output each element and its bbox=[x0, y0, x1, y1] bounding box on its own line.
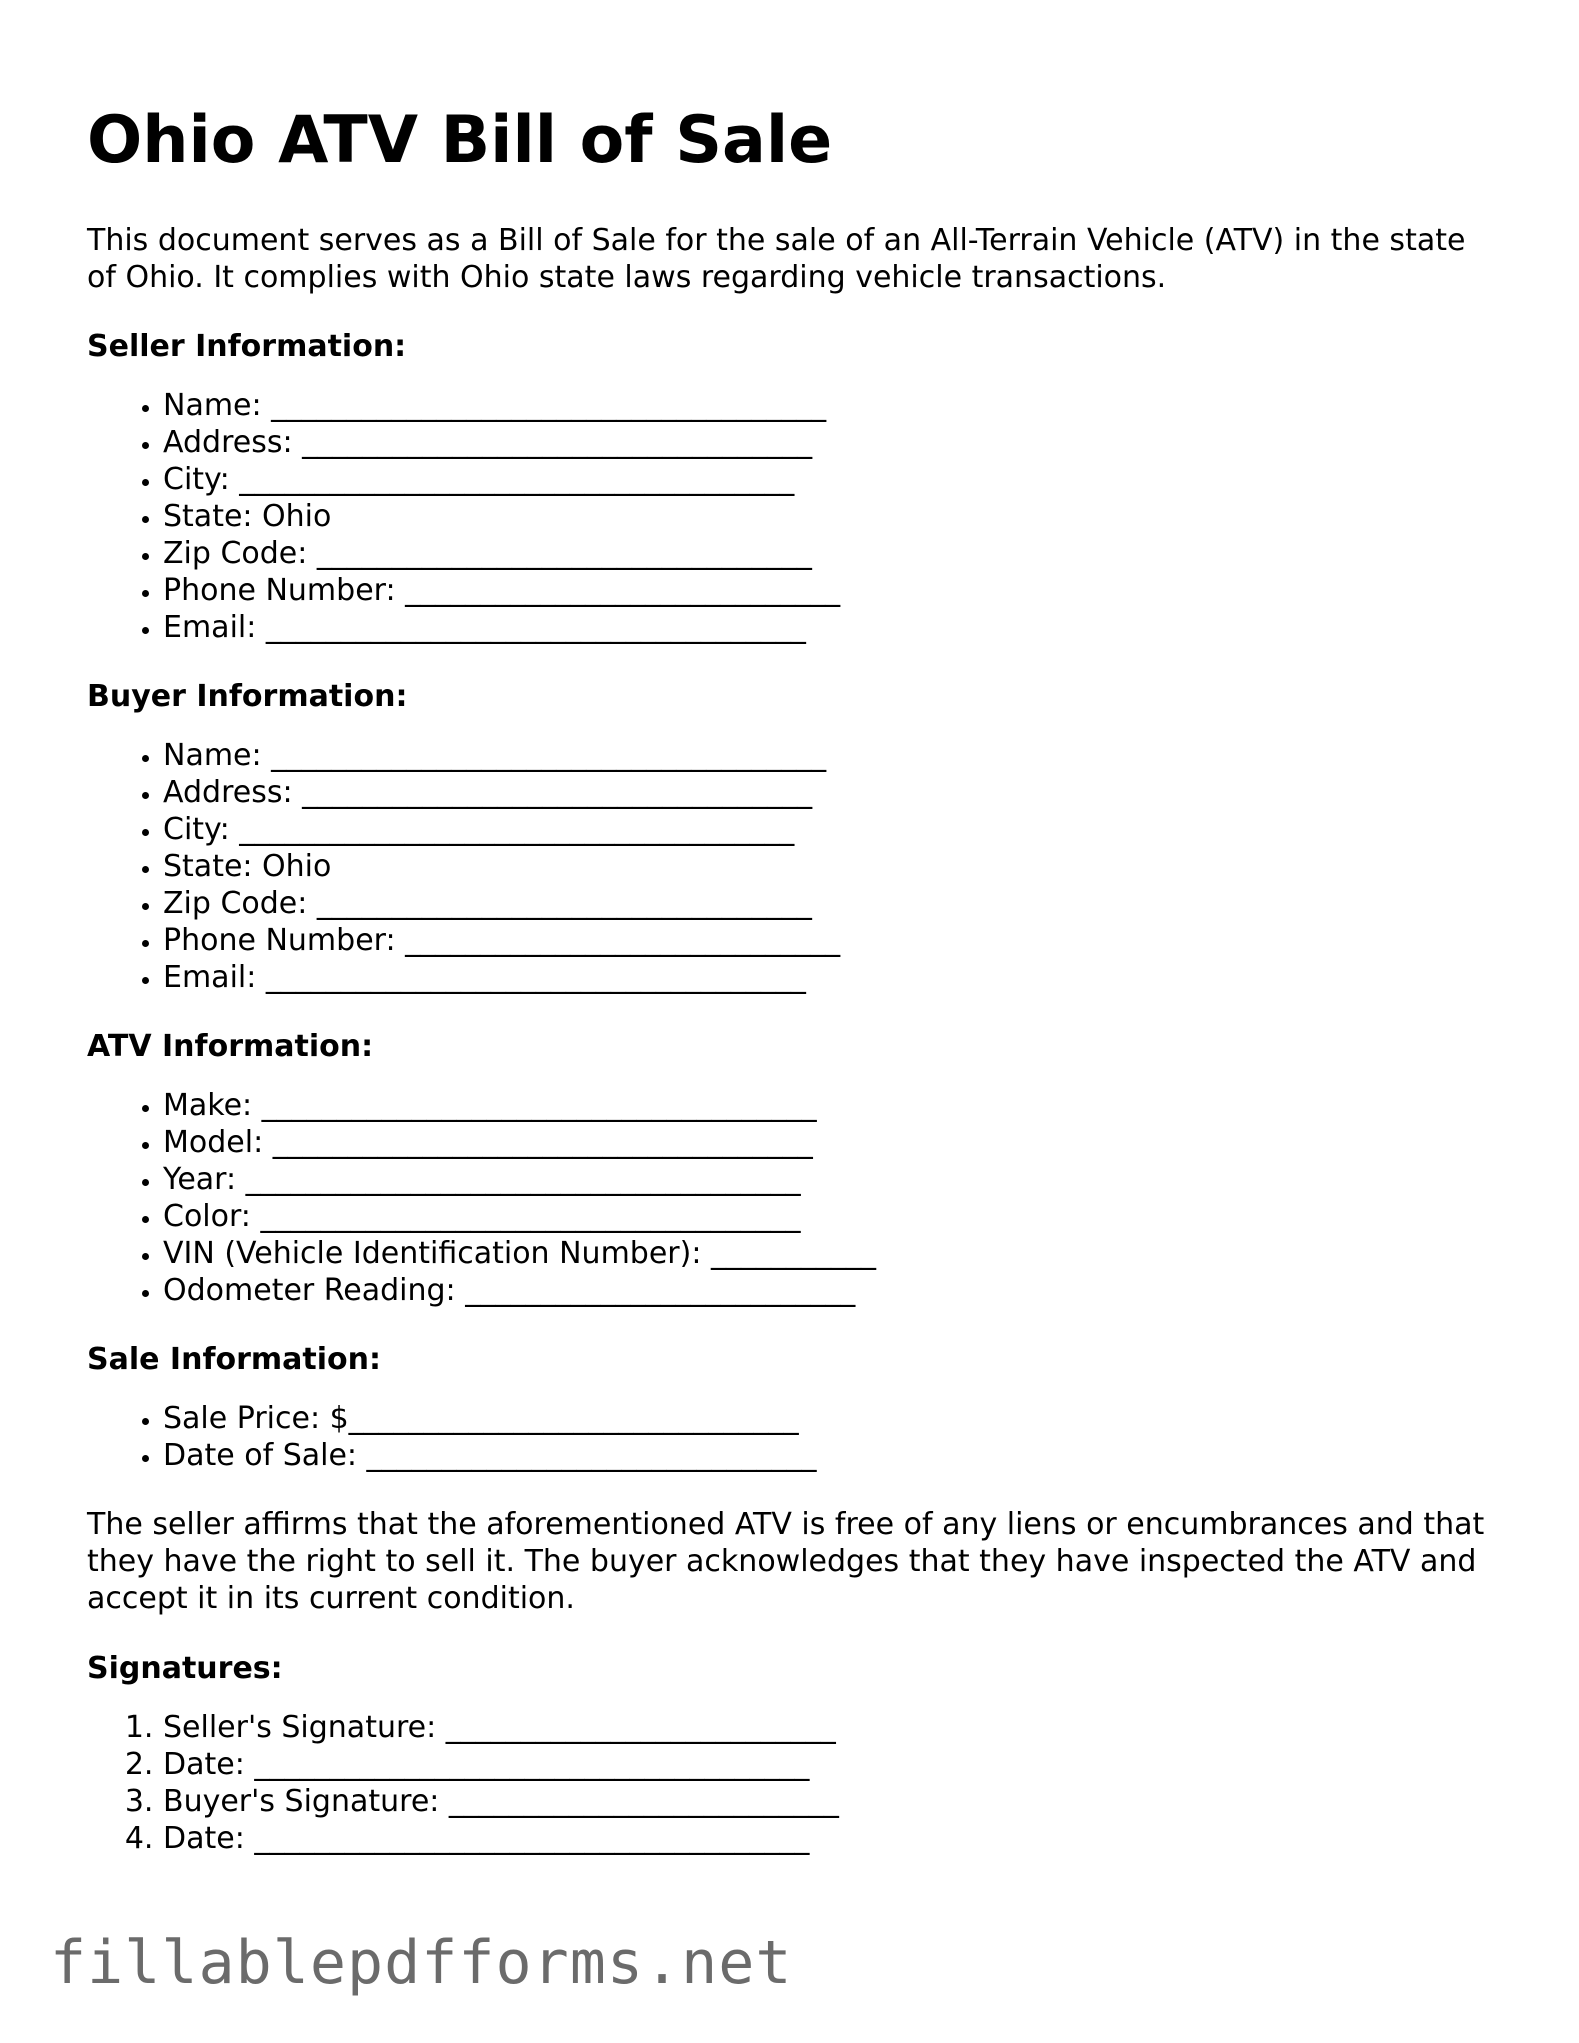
sale-heading: Sale Information: bbox=[87, 1341, 381, 1377]
buyer-city-field[interactable]: • City: _____________________________________ bbox=[163, 811, 1487, 848]
document-page bbox=[87, 105, 1487, 1889]
signatures-heading: Signatures: bbox=[87, 1650, 283, 1686]
seller-city-field[interactable]: • City: _____________________________________ bbox=[163, 461, 1487, 498]
watermark: fillablepdfforms.net bbox=[50, 1928, 793, 1998]
seller-signature-field[interactable]: 1. Seller's Signature: __________________________ bbox=[163, 1709, 1487, 1746]
atv-model-field[interactable]: • Model: ____________________________________ bbox=[163, 1124, 1487, 1161]
seller-date-field[interactable]: 2. Date: _____________________________________ bbox=[163, 1746, 1487, 1783]
seller-fields bbox=[87, 387, 1487, 646]
affirmation-paragraph: The seller affirms that the aforementioned ATV is free of any liens or encumbrances and that they have the right to sell it. The buyer acknowledges that they have inspected the ATV and accept it in its current condition. bbox=[87, 1506, 1485, 1616]
atv-fields bbox=[87, 1087, 1487, 1309]
seller-state-field: • State: Ohio bbox=[163, 498, 1487, 535]
buyer-phone-field[interactable]: • Phone Number: _____________________________ bbox=[163, 922, 1487, 959]
buyer-fields bbox=[87, 737, 1487, 996]
atv-color-field[interactable]: • Color: ____________________________________ bbox=[163, 1198, 1487, 1235]
signature-fields bbox=[87, 1709, 1487, 1857]
buyer-heading: Buyer Information: bbox=[87, 678, 408, 714]
seller-address-field[interactable]: • Address: __________________________________ bbox=[163, 424, 1487, 461]
page-title: Ohio ATV Bill of Sale bbox=[87, 103, 833, 178]
buyer-zip-field[interactable]: • Zip Code: _________________________________ bbox=[163, 885, 1487, 922]
sale-fields bbox=[87, 1400, 1487, 1474]
atv-make-field[interactable]: • Make: _____________________________________ bbox=[163, 1087, 1487, 1124]
buyer-signature-field[interactable]: 3. Buyer's Signature: __________________________ bbox=[163, 1783, 1487, 1820]
atv-vin-field[interactable]: • VIN (Vehicle Identification Number): ___________ bbox=[163, 1235, 1487, 1272]
buyer-email-field[interactable]: • Email: ____________________________________ bbox=[163, 959, 1487, 996]
buyer-address-field[interactable]: • Address: __________________________________ bbox=[163, 774, 1487, 811]
seller-zip-field[interactable]: • Zip Code: _________________________________ bbox=[163, 535, 1487, 572]
buyer-name-field[interactable]: • Name: _____________________________________ bbox=[163, 737, 1487, 774]
seller-heading: Seller Information: bbox=[87, 328, 407, 364]
sale-date-field[interactable]: • Date of Sale: ______________________________ bbox=[163, 1437, 1487, 1474]
buyer-state-field: • State: Ohio bbox=[163, 848, 1487, 885]
seller-name-field[interactable]: • Name: _____________________________________ bbox=[163, 387, 1487, 424]
buyer-date-field[interactable]: 4. Date: _____________________________________ bbox=[163, 1820, 1487, 1857]
intro-paragraph: This document serves as a Bill of Sale for the sale of an All-Terrain Vehicle (ATV) in the state of Ohio. It complies with Ohio state laws regarding vehicle transactions. bbox=[87, 222, 1466, 295]
atv-year-field[interactable]: • Year: _____________________________________ bbox=[163, 1161, 1487, 1198]
atv-heading: ATV Information: bbox=[87, 1028, 374, 1064]
seller-email-field[interactable]: • Email: ____________________________________ bbox=[163, 609, 1487, 646]
seller-phone-field[interactable]: • Phone Number: _____________________________ bbox=[163, 572, 1487, 609]
sale-price-field[interactable]: • Sale Price: $______________________________ bbox=[163, 1400, 1487, 1437]
atv-odometer-field[interactable]: • Odometer Reading: __________________________ bbox=[163, 1272, 1487, 1309]
